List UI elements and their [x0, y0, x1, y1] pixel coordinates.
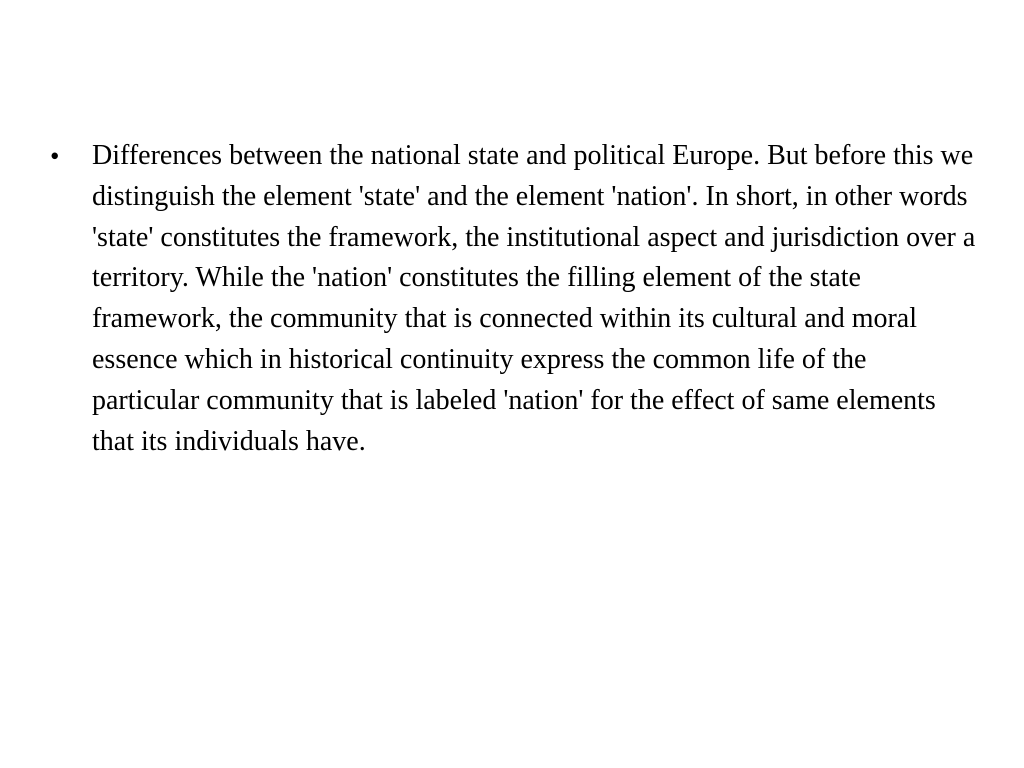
bullet-text: Differences between the national state and political Europe. But before this we distinguish the element 'state' and the element 'nation'. In short, in other words 'state' constitutes the framework, the institutional aspect and jurisdiction over a territory. While the 'nation' constitutes the filling element of the state framework, the community that is connected within its cultural and moral essence which in historical continuity express the common life of the particular community that is labeled 'nation' for the effect of same elements that its individuals have.: [92, 140, 976, 457]
bullet-item: [50, 136, 980, 462]
bullet-list: [50, 136, 980, 462]
bullet-marker: •: [50, 141, 60, 171]
